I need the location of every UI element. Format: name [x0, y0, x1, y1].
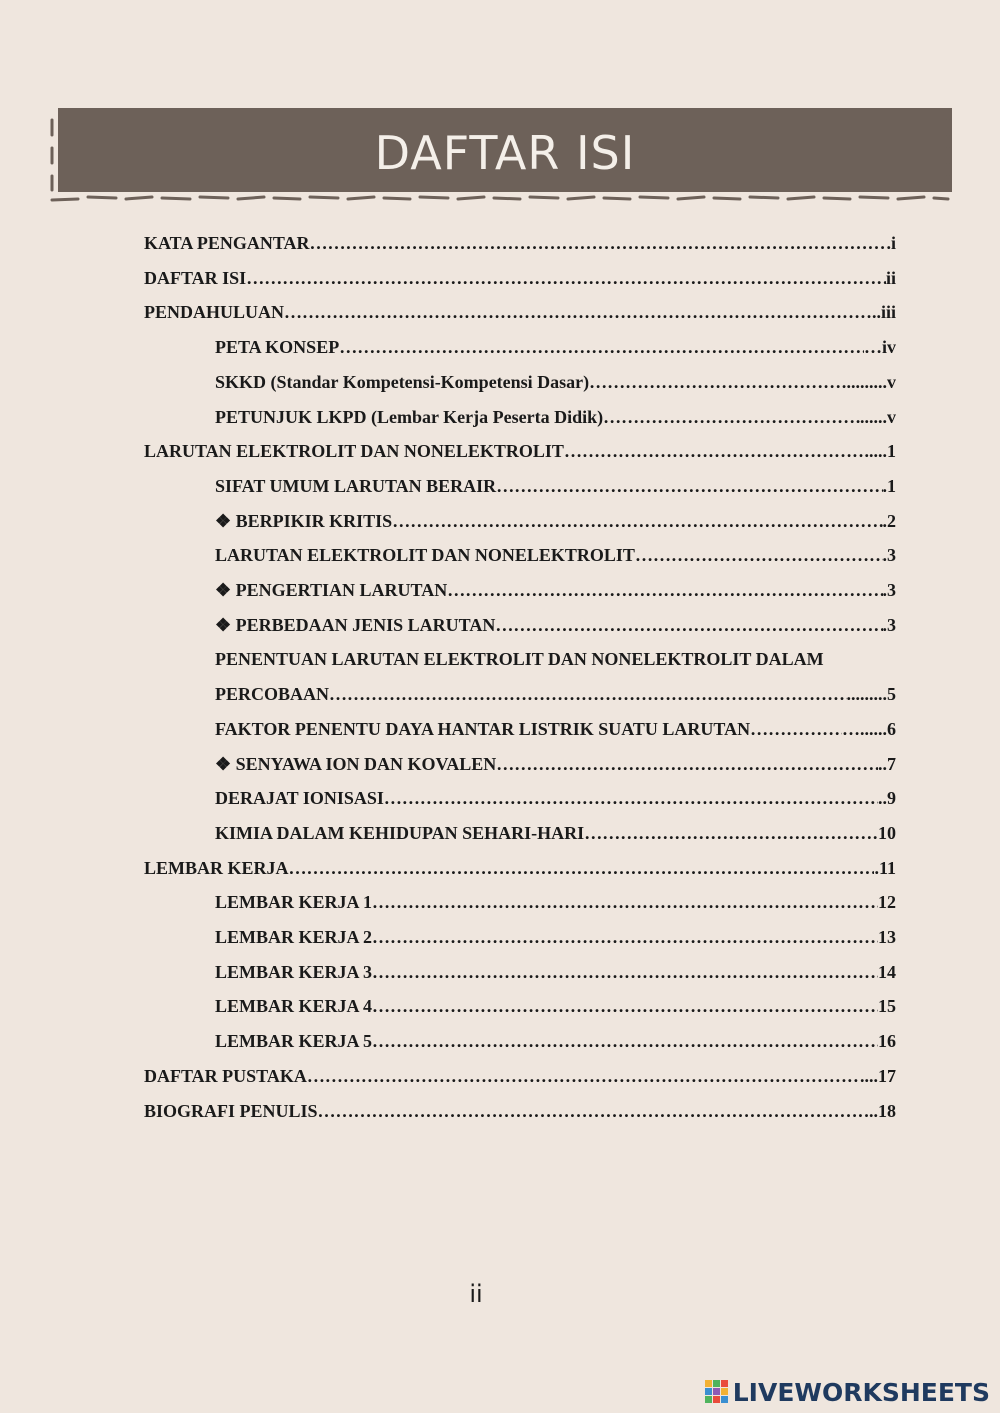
- toc-entry-label: SIFAT UMUM LARUTAN BERAIR: [215, 475, 497, 496]
- toc-entry-label: FAKTOR PENENTU DAYA HANTAR LISTRIK SUATU LARUTAN: [215, 718, 751, 739]
- liveworksheets-logo-icon: [705, 1380, 729, 1404]
- toc-entry: [215, 544, 896, 566]
- toc-entry-label: PETA KONSEP: [215, 337, 340, 358]
- toc-entry: [215, 787, 896, 809]
- toc-entry-page: …iv: [863, 337, 896, 358]
- toc-entry: [215, 579, 896, 601]
- toc-entry-label: LEMBAR KERJA 2: [215, 927, 373, 947]
- toc-entry-page: .2: [882, 510, 896, 531]
- toc-entry-label: KIMIA DALAM KEHIDUPAN SEHARI-HARI: [215, 822, 585, 843]
- toc-entry-label: DAFTAR PUSTAKA: [144, 1065, 307, 1086]
- toc-entry: [215, 648, 896, 670]
- toc-entry: [144, 1100, 896, 1122]
- banner-dashed-border: [0, 0, 1000, 220]
- toc-dot-leader: [392, 510, 882, 532]
- toc-entry-label: LEMBAR KERJA 4: [215, 996, 373, 1017]
- toc-entry-label: LEMBAR KERJA: [144, 857, 289, 878]
- toc-dot-leader: [307, 1065, 860, 1087]
- toc-entry-label: DERAJAT IONISASI: [215, 788, 384, 809]
- toc-entry-page: .3: [882, 545, 896, 566]
- toc-entry-label: ❖ PENGERTIAN LARUTAN: [215, 580, 448, 600]
- toc-entry: [144, 267, 896, 289]
- toc-dot-leader: [750, 718, 842, 740]
- toc-entry-page: 12: [878, 892, 896, 913]
- toc-dot-leader: [372, 926, 878, 948]
- toc-dot-leader: [372, 1030, 878, 1052]
- page-number: ii: [469, 1280, 483, 1308]
- toc-entry-page: ii: [885, 267, 896, 288]
- toc-entry: [215, 406, 896, 428]
- toc-entry: [215, 475, 896, 497]
- toc-dot-leader: [589, 371, 846, 393]
- toc-entry-page: …......6: [842, 718, 896, 739]
- toc-dot-leader: [495, 614, 882, 636]
- toc-dot-leader: [496, 753, 878, 775]
- toc-entry-label: LEMBAR KERJA 1: [215, 892, 373, 913]
- toc-dot-leader: [603, 406, 860, 428]
- toc-dot-leader: [372, 961, 878, 983]
- toc-entry: [215, 753, 896, 775]
- toc-entry-page: .11: [874, 857, 896, 878]
- toc-dot-leader: [318, 1100, 869, 1122]
- toc-entry-page: 15: [878, 996, 896, 1017]
- toc-entry-page: 13: [878, 927, 896, 947]
- toc-entry-page: .....1: [864, 441, 896, 462]
- toc-entry-label: PERCOBAAN: [215, 684, 330, 705]
- toc-entry-label: LARUTAN ELEKTROLIT DAN NONELEKTROLIT: [215, 545, 635, 566]
- toc-dot-leader: [284, 301, 872, 323]
- toc-entry-page: 16: [878, 1031, 896, 1052]
- toc-entry-page: ..7: [878, 753, 896, 774]
- toc-entry: [215, 718, 896, 740]
- toc-entry-page: .1: [882, 475, 896, 496]
- brand-name: LIVEWORKSHEETS: [732, 1377, 990, 1407]
- toc-entry: [144, 232, 896, 254]
- toc-entry: [215, 822, 896, 844]
- toc-dot-leader: [372, 891, 878, 913]
- toc-entry-page: .3: [882, 614, 896, 635]
- toc-entry-page: ..iii: [871, 302, 896, 323]
- toc-entry: [215, 891, 896, 913]
- toc-entry-label: PETUNJUK LKPD (Lembar Kerja Peserta Didik): [215, 406, 604, 427]
- toc-entry-page: ..9: [878, 788, 896, 809]
- toc-entry: [215, 995, 896, 1017]
- toc-dot-leader: [339, 336, 864, 358]
- toc-entry-page: .i: [886, 233, 896, 253]
- toc-entry: [215, 371, 896, 393]
- toc-dot-leader: [496, 475, 882, 497]
- toc-entry: [215, 683, 896, 705]
- toc-entry-label: SKKD (Standar Kompetensi-Kompetensi Dasar): [215, 371, 590, 392]
- toc-entry: [215, 961, 896, 983]
- toc-entry-page: .3: [882, 580, 896, 600]
- toc-dot-leader: [447, 579, 882, 601]
- toc-dot-leader: [584, 822, 878, 844]
- toc-entry-page: ......v: [860, 406, 896, 427]
- toc-entry-label: LEMBAR KERJA 5: [215, 1031, 373, 1052]
- toc-entry-page: ..18: [869, 1100, 896, 1121]
- toc-entry: [144, 301, 896, 323]
- toc-entry-label: PENENTUAN LARUTAN ELEKTROLIT DAN NONELEKTROLIT DALAM: [215, 649, 824, 670]
- toc-entry-label: LEMBAR KERJA 3: [215, 961, 373, 982]
- toc-entry: [215, 926, 896, 948]
- toc-dot-leader: [246, 267, 886, 289]
- toc-entry: [144, 857, 896, 879]
- toc-dot-leader: [635, 544, 883, 566]
- toc-entry-label: ❖ SENYAWA ION DAN KOVALEN: [215, 753, 497, 774]
- page-title: DAFTAR ISI: [374, 126, 636, 180]
- toc-entry: [215, 614, 896, 636]
- toc-entry-label: BIOGRAFI PENULIS: [144, 1100, 318, 1121]
- toc-entry-label: LARUTAN ELEKTROLIT DAN NONELEKTROLIT: [144, 441, 564, 462]
- toc-entry-label: DAFTAR ISI: [144, 267, 247, 288]
- toc-entry-page: .........v: [846, 371, 896, 392]
- toc-entry: [144, 1065, 896, 1087]
- toc-dot-leader: [329, 683, 846, 705]
- toc-dot-leader: [372, 995, 878, 1017]
- toc-entry-page: .........5: [846, 684, 896, 705]
- toc-entry-page: 14: [878, 961, 896, 982]
- toc-dot-leader: [310, 232, 887, 254]
- toc-entry-page: ....17: [860, 1065, 896, 1086]
- toc-entry-label: ❖ PERBEDAAN JENIS LARUTAN: [215, 614, 496, 635]
- toc-entry: [215, 336, 896, 358]
- toc-entry: [215, 510, 896, 532]
- liveworksheets-logo: [705, 1379, 990, 1405]
- toc-entry-label: PENDAHULUAN: [144, 302, 285, 323]
- toc-dot-leader: [289, 857, 875, 879]
- toc-entry-label: KATA PENGANTAR: [144, 233, 310, 253]
- toc-entry-page: 10: [878, 822, 896, 843]
- toc-entry: [144, 440, 896, 462]
- toc-entry-label: ❖ BERPIKIR KRITIS: [215, 510, 393, 531]
- toc-dot-leader: [564, 440, 865, 462]
- toc-dot-leader: [384, 787, 878, 809]
- toc-entry: [215, 1030, 896, 1052]
